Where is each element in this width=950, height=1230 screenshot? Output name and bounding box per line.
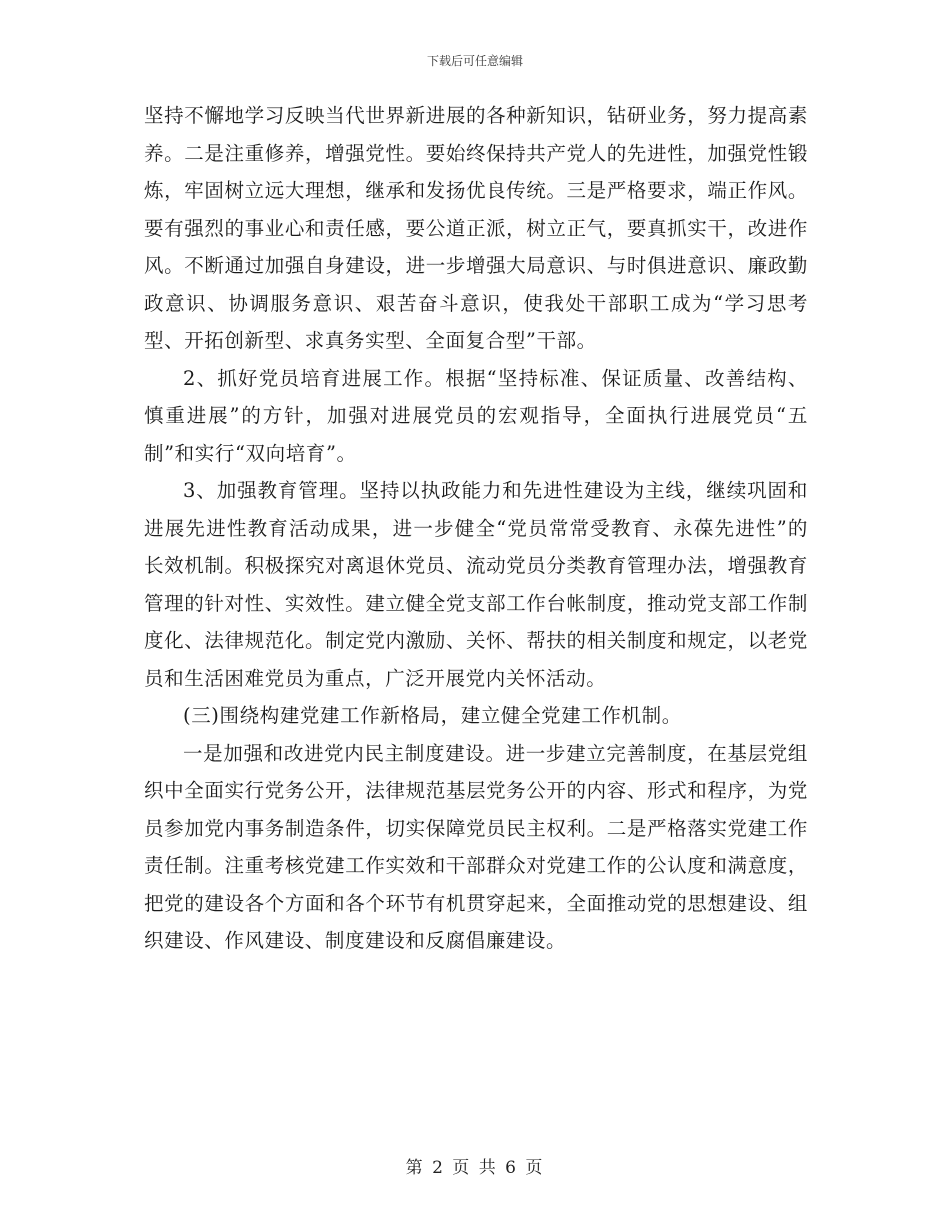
paragraph-3: 3、加强教育管理。坚持以执政能力和先进性建设为主线，继续巩固和进展先进性教育活动成果，进一步健全“党员常常受教育、永葆先进性”的长效机制。积极探究对离退休党员、流动党员分类教育管理办法，增强教育管理的针对性、实效性。建立健全党支部工作台帐制度，推动党支部工作制度化、法律规范化。制定党内激励、关怀、帮扶的相关制度和规定，以老党员和生活困难党员为重点，广泛开展党内关怀活动。	[144, 479, 808, 690]
paragraph-2: 2、抓好党员培育进展工作。根据“坚持标准、保证质量、改善结构、慎重进展”的方针，加强对进展党员的宏观指导，全面执行进展党员“五制”和实行“双向培育”。	[144, 366, 808, 465]
page-number: 第 2 页 共 6 页	[405, 1158, 545, 1178]
section-heading: (三)围绕构建党建工作新格局，建立健全党建工作机制。	[183, 704, 682, 727]
page-header: 下载后可任意编辑	[426, 54, 523, 68]
paragraph-5: 一是加强和改进党内民主制度建设。进一步建立完善制度，在基层党组织中全面实行党务公开，法律规范基层党务公开的内容、形式和程序，为党员参加党内事务制造条件，切实保障党员民主权利。二是严格落实党建工作责任制。注重考核党建工作实效和干部群众对党建工作的公认度和满意度，把党的建设各个方面和各个环节有机贯穿起来，全面推动党的思想建设、组织建设、作风建设、制度建设和反腐倡廉建设。	[144, 741, 808, 952]
document-body	[144, 97, 808, 960]
paragraph-1: 坚持不懈地学习反映当代世界新进展的各种新知识，钻研业务，努力提高素养。二是注重修养，增强党性。要始终保持共产党人的先进性，加强党性锻炼，牢固树立远大理想，继承和发扬优良传统。三是严格要求，端正作风。要有强烈的事业心和责任感，要公道正派，树立正气，要真抓实干，改进作风。不断通过加强自身建设，进一步增强大局意识、与时俱进意识、廉政勤政意识、协调服务意识、艰苦奋斗意识，使我处干部职工成为“学习思考型、开拓创新型、求真务实型、全面复合型”干部。	[144, 104, 808, 352]
